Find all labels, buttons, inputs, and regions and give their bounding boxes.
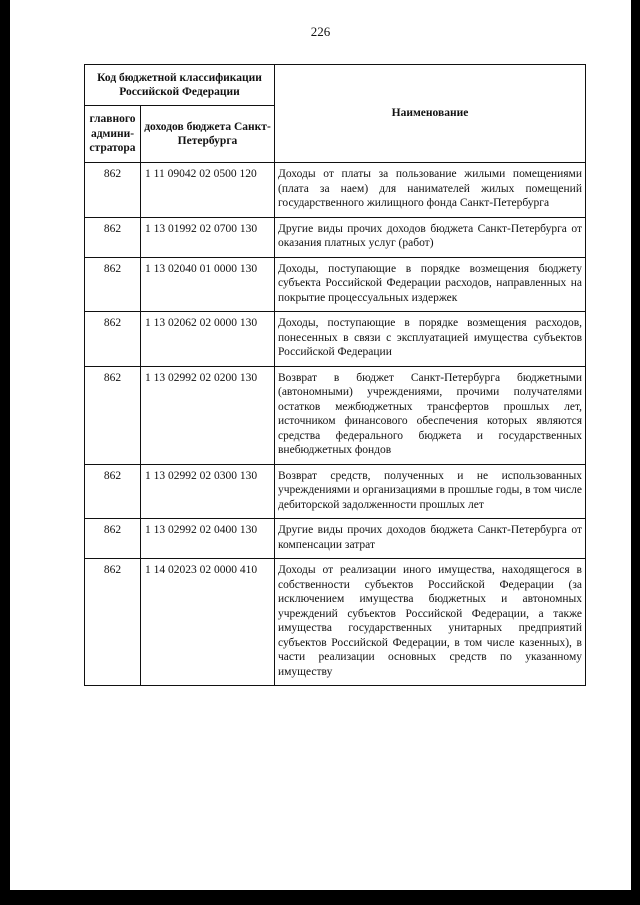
cell-admin-code: 862 [85, 559, 141, 686]
cell-name: Доходы от реализации иного имущества, находящегося в собственности субъектов Российской Федерации (за исключением имущества бюджетных и автономных учреждений субъектов Российской Федерации, а также имущества государственных унитарных предприятий субъектов Российской Федерации, в том числе казенных), в части реализации основных средств по указанному имуществу [275, 559, 586, 686]
cell-income-code: 1 13 02992 02 0300 130 [141, 464, 275, 519]
header-admin: главного админи-стратора [85, 106, 141, 163]
table-row [85, 464, 586, 519]
cell-admin-code: 862 [85, 464, 141, 519]
cell-admin-code: 862 [85, 366, 141, 464]
table-row [85, 366, 586, 464]
header-name: Наименование [275, 65, 586, 163]
header-code-group: Код бюджетной классификации Российской Федерации [85, 65, 275, 106]
document-page [10, 0, 631, 890]
cell-income-code: 1 11 09042 02 0500 120 [141, 163, 275, 218]
table-body [85, 163, 586, 686]
cell-admin-code: 862 [85, 163, 141, 218]
table-header-row [85, 65, 586, 106]
cell-name: Доходы, поступающие в порядке возмещения расходов, понесенных в связи с эксплуатацией имущества субъектов Российской Федерации [275, 312, 586, 367]
cell-income-code: 1 13 02040 01 0000 130 [141, 257, 275, 312]
table-row [85, 519, 586, 559]
cell-income-code: 1 13 02992 02 0400 130 [141, 519, 275, 559]
cell-name: Возврат средств, полученных и не использованных учреждениями и организациями в прошлые годы, в том числе дебиторской задолженности прошлых лет [275, 464, 586, 519]
cell-income-code: 1 14 02023 02 0000 410 [141, 559, 275, 686]
cell-name: Доходы от платы за пользование жилыми помещениями (плата за наем) для нанимателей жилых помещений государственного жилищного фонда Санкт-Петербурга [275, 163, 586, 218]
table-row [85, 163, 586, 218]
cell-income-code: 1 13 01992 02 0700 130 [141, 217, 275, 257]
table-row [85, 559, 586, 686]
budget-classification-table [84, 64, 586, 686]
cell-admin-code: 862 [85, 217, 141, 257]
table-row [85, 257, 586, 312]
cell-income-code: 1 13 02062 02 0000 130 [141, 312, 275, 367]
cell-name: Возврат в бюджет Санкт-Петербурга бюджетными (автономными) учреждениями, прочими получателями остатков межбюджетных трансфертов прошлых лет, источником финансового обеспечения которых являются средства федерального бюджета и государственных внебюджетных фондов [275, 366, 586, 464]
page-number: 226 [310, 24, 331, 39]
cell-admin-code: 862 [85, 257, 141, 312]
cell-admin-code: 862 [85, 519, 141, 559]
header-income: доходов бюджета Санкт-Петербурга [141, 106, 275, 163]
cell-admin-code: 862 [85, 312, 141, 367]
cell-name: Доходы, поступающие в порядке возмещения бюджету субъекта Российской Федерации расходов, направленных на покрытие процессуальных издержек [275, 257, 586, 312]
cell-income-code: 1 13 02992 02 0200 130 [141, 366, 275, 464]
table-row [85, 312, 586, 367]
table-row [85, 217, 586, 257]
cell-name: Другие виды прочих доходов бюджета Санкт-Петербурга от компенсации затрат [275, 519, 586, 559]
cell-name: Другие виды прочих доходов бюджета Санкт-Петербурга от оказания платных услуг (работ) [275, 217, 586, 257]
